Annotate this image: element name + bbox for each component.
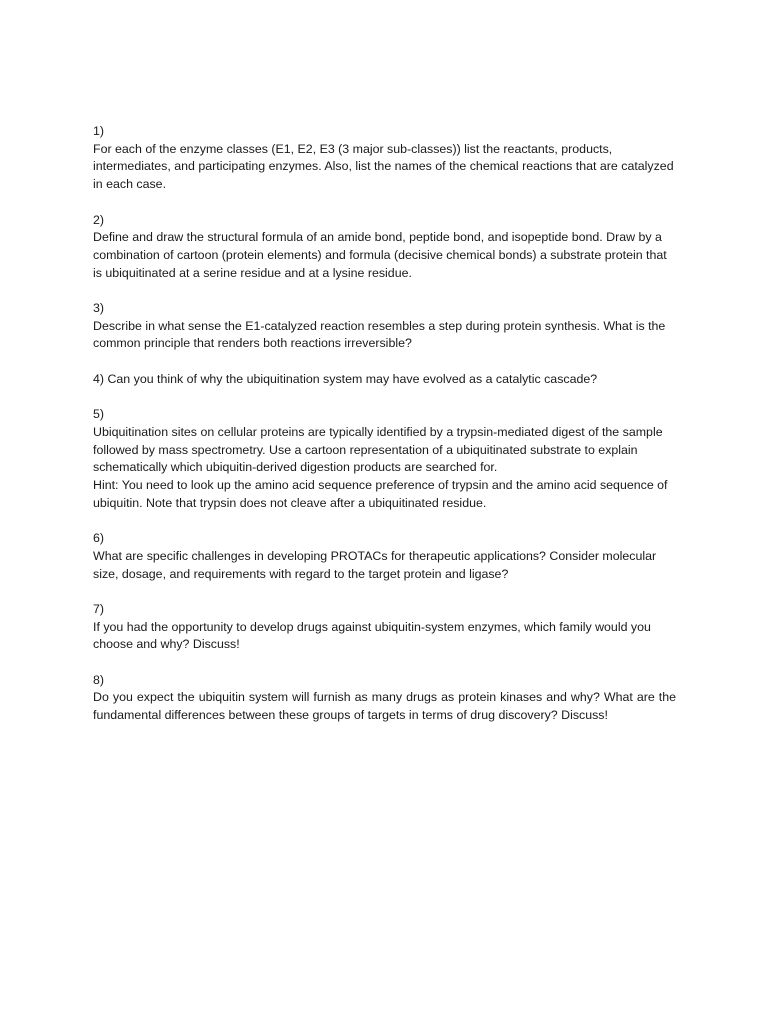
question-hint: Hint: You need to look up the amino acid sequence preference of trypsin and the amino acid sequence of ubiquitin. Note that trypsin does not cleave after a ubiquitinated residue. (93, 478, 668, 510)
question-text: 4) Can you think of why the ubiquitination system may have evolved as a catalytic cascade? (93, 371, 598, 386)
question-text: Ubiquitination sites on cellular proteins are typically identified by a trypsin-mediated digest of the sample followed by mass spectrometry. Use a cartoon representation of a ubiquitinated substrate to explain schematically which ubiquitin-derived digestion products are searched for. (93, 424, 663, 475)
question-text: Define and draw the structural formula of an amide bond, peptide bond, and isopeptide bond. Draw by a combination of cartoon (protein elements) and formula (decisive chemical bonds) a substrate protein that is ubiquitinated at a serine residue and at a lysine residue. (93, 230, 667, 280)
question-2 (93, 212, 676, 283)
question-text: What are specific challenges in developing PROTACs for therapeutic applications? Consider molecular size, dosage, and requirements with regard to the target protein and ligase? (93, 548, 657, 581)
question-number: 3) (93, 301, 105, 315)
question-text: If you had the opportunity to develop drugs against ubiquitin-system enzymes, which family would you choose and why? Discuss! (93, 619, 651, 652)
question-number: 1) (93, 124, 105, 138)
question-number: 6) (93, 531, 105, 546)
question-4 (93, 371, 676, 389)
question-text: Describe in what sense the E1-catalyzed reaction resembles a step during protein synthesis. What is the common principle that renders both reactions irreversible? (93, 318, 666, 351)
question-number: 8) (93, 672, 105, 687)
question-text: Do you expect the ubiquitin system will furnish as many drugs as protein kinases and why? What are the fundamental differences between these groups of targets in terms of drug discovery? Discuss! (93, 690, 676, 723)
question-number: 2) (93, 212, 105, 227)
question-7 (93, 601, 676, 654)
question-text: For each of the enzyme classes (E1, E2, E3 (3 major sub-classes)) list the reactants, products, intermediates, and participating enzymes. Also, list the names of the chemical reactions that are catalyzed in each case. (93, 141, 674, 192)
question-6 (93, 530, 676, 583)
question-5 (93, 406, 676, 512)
question-number: 7) (93, 601, 105, 616)
question-1 (93, 123, 676, 194)
question-8 (93, 672, 676, 725)
document-page (93, 123, 676, 742)
question-number: 5) (93, 407, 105, 422)
question-3 (93, 300, 676, 353)
